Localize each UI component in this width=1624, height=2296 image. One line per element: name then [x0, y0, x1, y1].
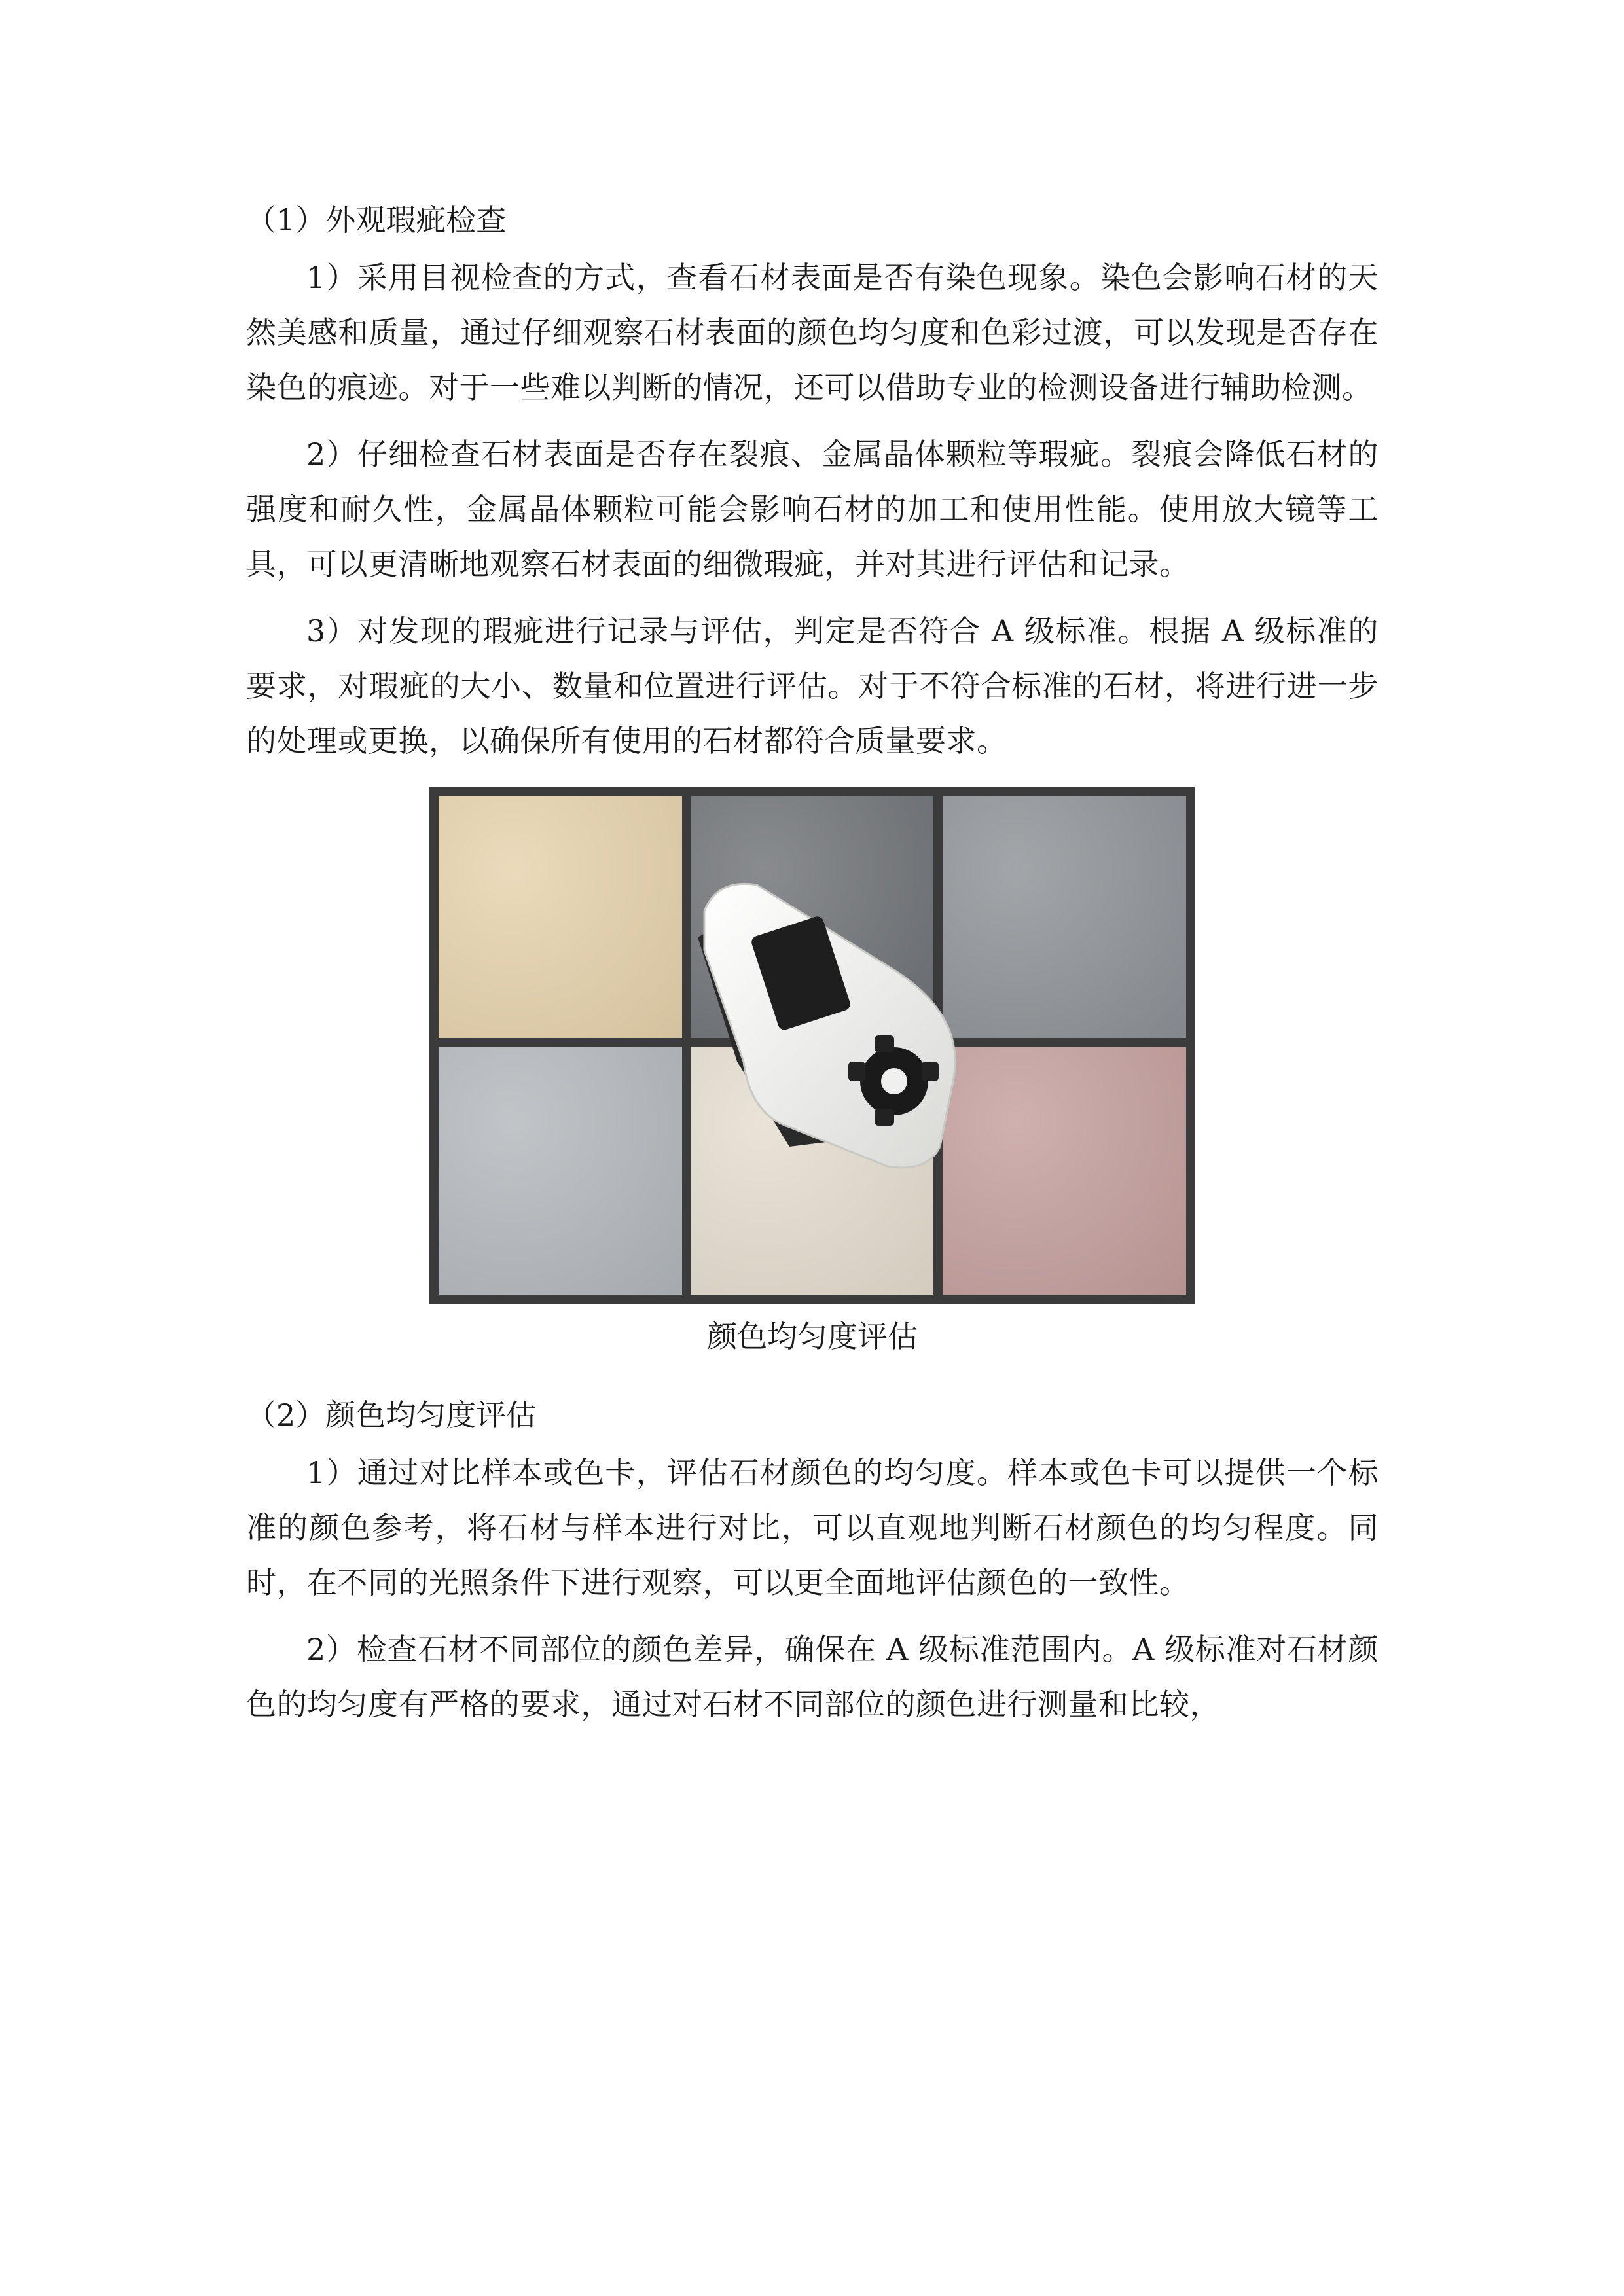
section-2-heading: （2）颜色均匀度评估	[246, 1397, 537, 1433]
section-2-paragraph-2: 2）检查石材不同部位的颜色差异，确保在 A 级标准范围内。A 级标准对石材颜色的均匀度有严格的要求，通过对石材不同部位的颜色进行测量和比较，	[246, 1632, 1379, 1722]
section-1-paragraph-3: 3）对发现的瑕疵进行记录与评估，判定是否符合 A 级标准。根据 A 级标准的要求，对瑕疵的大小、数量和位置进行评估。对于不符合标准的石材，将进行进一步的处理或更换，以确保所有使用的石材都符合质量要求。	[246, 613, 1379, 759]
section-1-heading: （1）外观瑕疵检查	[246, 202, 507, 238]
section-2-paragraph-1: 1）通过对比样本或色卡，评估石材颜色的均匀度。样本或色卡可以提供一个标准的颜色参考，将石材与样本进行对比，可以直观地判断石材颜色的均匀程度。同时，在不同的光照条件下进行观察，可以更全面地评估颜色的一致性。	[246, 1455, 1379, 1600]
stone-tile-light-gray	[439, 1047, 682, 1295]
document-page	[246, 183, 1379, 1744]
section-1-paragraph-2: 2）仔细检查石材表面是否存在裂痕、金属晶体颗粒等瑕疵。裂痕会降低石材的强度和耐久性，金属晶体颗粒可能会影响石材的加工和使用性能。使用放大镜等工具，可以更清晰地观察石材表面的细微瑕疵，并对其进行评估和记录。	[246, 437, 1379, 582]
section-1-paragraph-1: 1）采用目视检查的方式，查看石材表面是否有染色现象。染色会影响石材的天然美感和质量，通过仔细观察石材表面的颜色均匀度和色彩过渡，可以发现是否存在染色的痕迹。对于一些难以判断的情况，还可以借助专业的检测设备进行辅助检测。	[246, 260, 1379, 405]
figure-caption: 颜色均匀度评估	[707, 1319, 918, 1354]
stone-tile-beige	[439, 796, 682, 1038]
figure	[246, 787, 1379, 1363]
stone-samples-photo	[429, 787, 1195, 1304]
colorimeter-device-icon	[678, 865, 986, 1173]
